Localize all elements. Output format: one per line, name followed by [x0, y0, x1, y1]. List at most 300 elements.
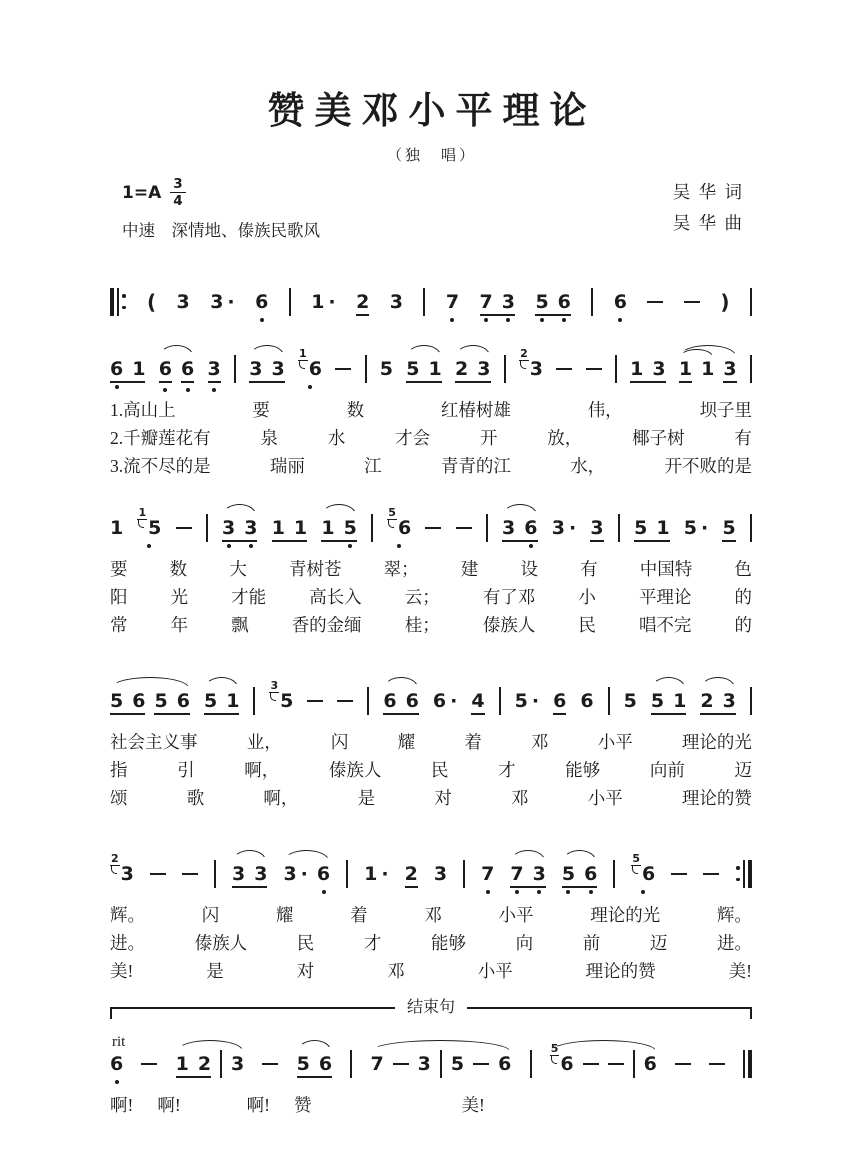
lyric-syllable: 色 — [734, 559, 752, 579]
lyric-syllable: 的 — [734, 615, 752, 635]
low-octave-dot — [348, 544, 352, 548]
note-group — [651, 690, 686, 715]
note — [269, 679, 294, 712]
low-octave-dot — [641, 890, 645, 894]
note — [418, 1053, 431, 1075]
meta-left — [122, 177, 320, 241]
note — [502, 517, 515, 539]
barline — [117, 288, 119, 316]
note — [673, 690, 686, 712]
note — [294, 517, 307, 539]
note — [406, 358, 419, 380]
grace-digit: 2 — [520, 347, 528, 360]
note — [272, 358, 285, 380]
augmentation-dot: · — [568, 517, 577, 539]
note — [283, 863, 307, 885]
music-line-2 — [110, 342, 752, 395]
beam-group — [502, 517, 537, 542]
slur-arc — [160, 345, 193, 356]
lyric-syllable: 才能 — [231, 587, 267, 607]
note-digit: 1 — [656, 517, 670, 539]
repeat-dot — [736, 878, 740, 882]
note — [204, 690, 217, 712]
note — [723, 358, 736, 383]
note — [319, 1053, 332, 1075]
note-digit: 3 — [176, 291, 190, 313]
beam-group — [321, 517, 356, 542]
augmentation-dot: · — [300, 863, 308, 885]
lyric-syllable: 民 — [296, 933, 315, 953]
slur-arc — [701, 677, 734, 688]
note-group — [383, 690, 418, 715]
note-group — [176, 1053, 245, 1078]
note-digit: 7 — [481, 863, 495, 885]
note-digit: 6 — [308, 358, 322, 380]
low-octave-dot — [227, 544, 231, 548]
slur-arc — [371, 1040, 510, 1051]
note — [317, 863, 330, 885]
music-line-6 — [110, 1037, 752, 1090]
grace-note — [269, 680, 279, 701]
note-digit: 3 — [723, 358, 736, 383]
grace-note — [631, 853, 641, 874]
note — [584, 863, 597, 885]
augmentation-dot: · — [701, 517, 709, 539]
note-digit: 6 — [580, 690, 594, 712]
note-digit: 6 — [498, 1053, 512, 1075]
note-group — [232, 863, 267, 888]
dash — [671, 873, 687, 875]
grace-digit: 2 — [111, 852, 119, 865]
barline — [350, 1050, 352, 1078]
lyric-syllable: 民 — [431, 760, 449, 780]
note-digit: 5 — [148, 517, 162, 539]
lyric-syllable: 3.流不尽的是 — [110, 456, 211, 476]
lyric-syllable: 坝子里 — [699, 400, 752, 420]
grace-hook-icon — [551, 1056, 557, 1064]
slur-arc — [111, 677, 189, 688]
lyric-syllable: 数 — [169, 559, 188, 579]
slur-arc — [551, 1040, 656, 1051]
note-digit: 3 — [222, 517, 236, 539]
grace-digit: 5 — [388, 506, 396, 519]
slur-arc — [322, 504, 355, 515]
note — [434, 863, 447, 885]
lyric-syllable: 对 — [434, 788, 452, 808]
beam-group — [700, 690, 735, 715]
beam-group — [651, 690, 686, 715]
note-digit: 6 — [613, 291, 628, 313]
note-digit: 2 — [197, 1053, 212, 1075]
note-group — [455, 358, 490, 383]
lyric-syllable: 1.高山上 — [110, 400, 176, 420]
rit-marking: rit — [112, 1034, 126, 1050]
note-digit: 1 — [673, 690, 687, 712]
note-group — [159, 358, 194, 383]
lyric-syllable: 红椿树雄 — [440, 400, 511, 420]
note-digit: 6 — [553, 690, 566, 715]
slur-arc — [250, 345, 283, 356]
beam-group — [383, 690, 418, 715]
note — [244, 517, 257, 539]
note — [535, 291, 548, 313]
lyrics-row — [110, 425, 752, 451]
lyric-syllable: 数 — [346, 400, 365, 420]
note — [446, 291, 459, 313]
low-octave-dot — [529, 544, 533, 548]
barline — [234, 355, 236, 383]
parenthesis: ( — [146, 290, 157, 314]
barline — [750, 514, 752, 542]
lyric-syllable: 才 — [363, 933, 382, 953]
lyric-syllable: 开不败的是 — [664, 456, 752, 476]
note-digit: 3 — [652, 358, 666, 380]
note-group — [110, 690, 145, 715]
beam-group — [204, 690, 239, 715]
beam-group — [630, 358, 665, 383]
low-octave-dot — [484, 318, 488, 322]
barline — [613, 860, 615, 888]
note — [198, 1053, 211, 1075]
grace-note — [137, 507, 147, 528]
note-digit: 7 — [510, 863, 524, 885]
lyric-syllable: 傣族人 — [482, 615, 536, 635]
lyric-syllable: 进。 — [717, 933, 752, 953]
score-section-3 — [110, 501, 752, 638]
note-digit: 6 — [181, 358, 194, 383]
note — [558, 291, 571, 313]
lyric-syllable: 是 — [206, 961, 224, 981]
note-group — [679, 358, 737, 383]
note — [110, 358, 123, 380]
barline — [608, 687, 610, 715]
note-group — [630, 358, 665, 383]
parenthesis: ) — [720, 290, 730, 314]
lyric-syllable: 美! — [110, 961, 134, 981]
note-digit: 3 — [433, 863, 448, 885]
note-digit: 1 — [364, 863, 378, 885]
grace-digit: 3 — [270, 679, 279, 692]
beam-group — [634, 517, 669, 542]
note — [580, 690, 593, 712]
low-octave-dot — [147, 544, 151, 548]
note-digit: 6 — [642, 863, 656, 885]
note-digit: 5 — [296, 1053, 310, 1075]
slur-arc — [407, 345, 440, 356]
barline — [591, 288, 593, 316]
note-digit: 5 — [535, 291, 549, 313]
barline — [750, 288, 752, 316]
beam-group — [249, 358, 284, 383]
beam-group — [272, 517, 307, 542]
note — [630, 358, 643, 380]
note — [429, 358, 442, 380]
note-digit: 6 — [110, 1053, 124, 1075]
note-group — [502, 517, 537, 542]
lyrics-row — [110, 453, 752, 479]
dash — [684, 301, 700, 303]
subtitle: （独 唱） — [386, 148, 477, 164]
barline — [365, 355, 367, 383]
note — [297, 1053, 310, 1075]
lyric-syllable: 有 — [580, 559, 598, 579]
note — [356, 291, 369, 316]
lyric-syllable: 邓 — [387, 961, 405, 981]
slur-arc — [284, 850, 329, 861]
beam-group — [176, 1053, 211, 1078]
barline — [743, 860, 745, 888]
beam-group — [455, 358, 490, 383]
dash — [150, 873, 166, 875]
note-digit: 3 — [551, 517, 565, 539]
low-octave-dot — [249, 544, 253, 548]
note — [370, 1053, 383, 1075]
final-barline — [743, 1053, 752, 1078]
barline — [289, 288, 291, 316]
note-digit: 3 — [417, 1053, 431, 1075]
low-octave-dot — [186, 388, 190, 392]
lyric-syllable: 美! — [728, 961, 752, 981]
note — [344, 517, 357, 539]
lyric-syllable: 耀 — [397, 732, 416, 752]
note-digit: 1 — [679, 358, 692, 383]
barline — [499, 687, 501, 715]
note-group — [176, 1053, 211, 1078]
note-digit: 7 — [479, 291, 493, 313]
dash — [647, 301, 663, 303]
augmentation-dot: · — [450, 690, 458, 712]
repeat-barline — [735, 863, 752, 888]
barline — [423, 288, 425, 316]
note-digit: 3 — [254, 863, 268, 885]
repeat-dot — [122, 294, 126, 298]
note-digit: 3 — [529, 358, 543, 380]
ending-bracket-line — [110, 1007, 112, 1019]
lyric-syllable: 要 — [110, 559, 128, 579]
note — [624, 690, 637, 712]
note-group — [510, 863, 545, 888]
lyric-syllable: 迈 — [649, 933, 668, 953]
barline — [530, 1050, 532, 1078]
note — [390, 291, 403, 313]
beam-group — [110, 358, 145, 383]
note — [249, 358, 262, 380]
note-digit: 5 — [280, 690, 294, 712]
lyrics-row — [110, 958, 752, 984]
note-digit: 3 — [283, 863, 297, 885]
note — [383, 690, 396, 712]
lyric-syllable: 向前 — [649, 760, 685, 780]
note-digit: 1 — [271, 517, 285, 539]
score-section-2 — [110, 342, 752, 479]
lyric-syllable: 啊! — [157, 1095, 181, 1115]
note — [110, 852, 134, 885]
lyrics-row — [110, 397, 752, 423]
note-group — [535, 291, 570, 316]
note-group — [700, 690, 735, 715]
slur-arc — [223, 504, 256, 515]
note-group — [634, 517, 669, 542]
dash — [337, 700, 353, 702]
note — [380, 358, 393, 380]
barline-thick — [748, 1050, 752, 1078]
note-digit: 6 — [397, 517, 412, 539]
lyric-syllable: 啊! — [110, 1095, 134, 1115]
lyric-syllable: 颂 — [110, 788, 128, 808]
lyrics-row — [110, 930, 752, 956]
note — [723, 690, 736, 712]
lyric-syllable: 小平 — [587, 788, 623, 808]
lyric-syllable: 闪 — [330, 732, 349, 752]
note-digit: 5 — [343, 517, 357, 539]
lyric-syllable: 业， — [246, 732, 282, 752]
dash — [586, 368, 602, 370]
lyrics-row — [110, 729, 752, 755]
beam-group — [154, 690, 189, 715]
note-digit: 6 — [557, 291, 571, 313]
note — [471, 690, 484, 715]
slur-arc — [652, 677, 685, 688]
barline — [206, 514, 208, 542]
dash — [307, 700, 323, 702]
slur-arc — [456, 345, 489, 356]
note-group — [110, 690, 190, 715]
note — [533, 863, 546, 885]
note-digit: 5 — [623, 690, 637, 712]
lyric-syllable: 才 — [498, 760, 516, 780]
note — [553, 690, 566, 715]
lyric-syllable: 辉。 — [716, 905, 752, 925]
note-group — [204, 690, 239, 715]
note — [480, 291, 493, 313]
note — [722, 517, 735, 542]
slur-arc — [298, 1040, 331, 1051]
note-group — [406, 358, 441, 383]
lyric-syllable: 小平 — [477, 961, 513, 981]
beam-group — [222, 517, 257, 542]
note-digit: 5 — [722, 517, 735, 542]
lyric-syllable: 大 — [229, 559, 247, 579]
note-digit: 6 — [405, 690, 419, 712]
note-digit: 6 — [316, 863, 331, 885]
lyrics-row — [110, 757, 752, 783]
lyric-syllable: 泉 — [260, 428, 278, 448]
note — [510, 863, 523, 885]
note-digit: 3 — [389, 291, 403, 313]
key-label: 1=A — [122, 182, 162, 203]
low-octave-dot — [308, 385, 312, 389]
dash — [608, 1063, 624, 1065]
grace-note — [550, 1043, 560, 1064]
note-digit: 6 — [159, 358, 172, 383]
slur-arc — [563, 850, 596, 861]
lyric-syllable: 引 — [177, 760, 195, 780]
lyric-syllable: 能够 — [565, 760, 601, 780]
note-group — [154, 690, 189, 715]
lyric-syllable: 邓 — [424, 905, 442, 925]
barline — [618, 514, 620, 542]
augmentation-dot: · — [381, 863, 389, 885]
note — [519, 347, 543, 380]
note-digit: 3 — [120, 863, 134, 885]
note-digit: 6 — [110, 358, 124, 380]
repeat-dots — [121, 294, 127, 309]
low-octave-dot — [450, 318, 454, 322]
lyrics-row — [110, 785, 752, 811]
note-digit: 6 — [255, 291, 269, 313]
note-digit: 6 — [318, 1053, 333, 1075]
barline — [463, 860, 465, 888]
note — [477, 358, 490, 380]
note — [614, 291, 627, 313]
note-digit: 1 — [311, 291, 325, 313]
note — [515, 690, 539, 712]
note-digit: 6 — [584, 863, 598, 885]
lyric-syllable: 小 — [578, 587, 596, 607]
low-octave-dot — [163, 388, 167, 392]
note-group — [272, 517, 307, 542]
lyric-syllable: 小平 — [498, 905, 534, 925]
lyric-syllable: 香的金缅 — [291, 615, 362, 635]
note — [502, 291, 515, 313]
note — [634, 517, 647, 539]
note — [321, 517, 334, 539]
lyric-syllable: 伟， — [587, 400, 623, 420]
note-digit: 5 — [406, 358, 420, 380]
note-digit: 3 — [208, 358, 221, 383]
low-octave-dot — [562, 318, 566, 322]
music-area — [110, 275, 752, 1118]
lyrics-row — [110, 612, 752, 638]
note-digit: 6 — [432, 690, 447, 712]
note-digit: 3 — [231, 863, 246, 885]
barline — [253, 687, 255, 715]
barline — [504, 355, 506, 383]
note-digit: 5 — [650, 690, 665, 712]
dash — [709, 1063, 725, 1065]
lyric-syllable: 啊， — [244, 760, 280, 780]
beam-group — [232, 863, 267, 888]
note — [132, 690, 145, 712]
lyric-syllable: 邓 — [531, 732, 549, 752]
note-group — [550, 1042, 657, 1078]
dash — [141, 1063, 157, 1065]
note-digit: 5 — [514, 690, 528, 712]
lyric-syllable: 能够 — [431, 933, 466, 953]
note-digit: 3 — [244, 517, 258, 539]
note — [455, 358, 468, 380]
lyric-syllable: 常 — [110, 615, 128, 635]
grace-hook-icon — [111, 866, 117, 874]
lyric-syllable: 赞 — [293, 1095, 312, 1115]
note — [226, 690, 239, 712]
music-line-1 — [110, 275, 752, 328]
grace-hook-icon — [138, 520, 144, 528]
grace-hook-icon — [632, 866, 638, 874]
note — [154, 690, 167, 712]
lyric-syllable: 年 — [170, 615, 189, 635]
beam-group — [535, 291, 570, 316]
lyric-spacer — [205, 1092, 247, 1118]
lyric-syllable: 高长入 — [309, 587, 362, 607]
meter-fraction — [170, 177, 185, 208]
note — [231, 1053, 244, 1075]
low-octave-dot — [486, 890, 490, 894]
barline — [615, 355, 617, 383]
note — [701, 358, 714, 380]
grace-hook-icon — [270, 693, 276, 701]
note — [700, 690, 713, 712]
